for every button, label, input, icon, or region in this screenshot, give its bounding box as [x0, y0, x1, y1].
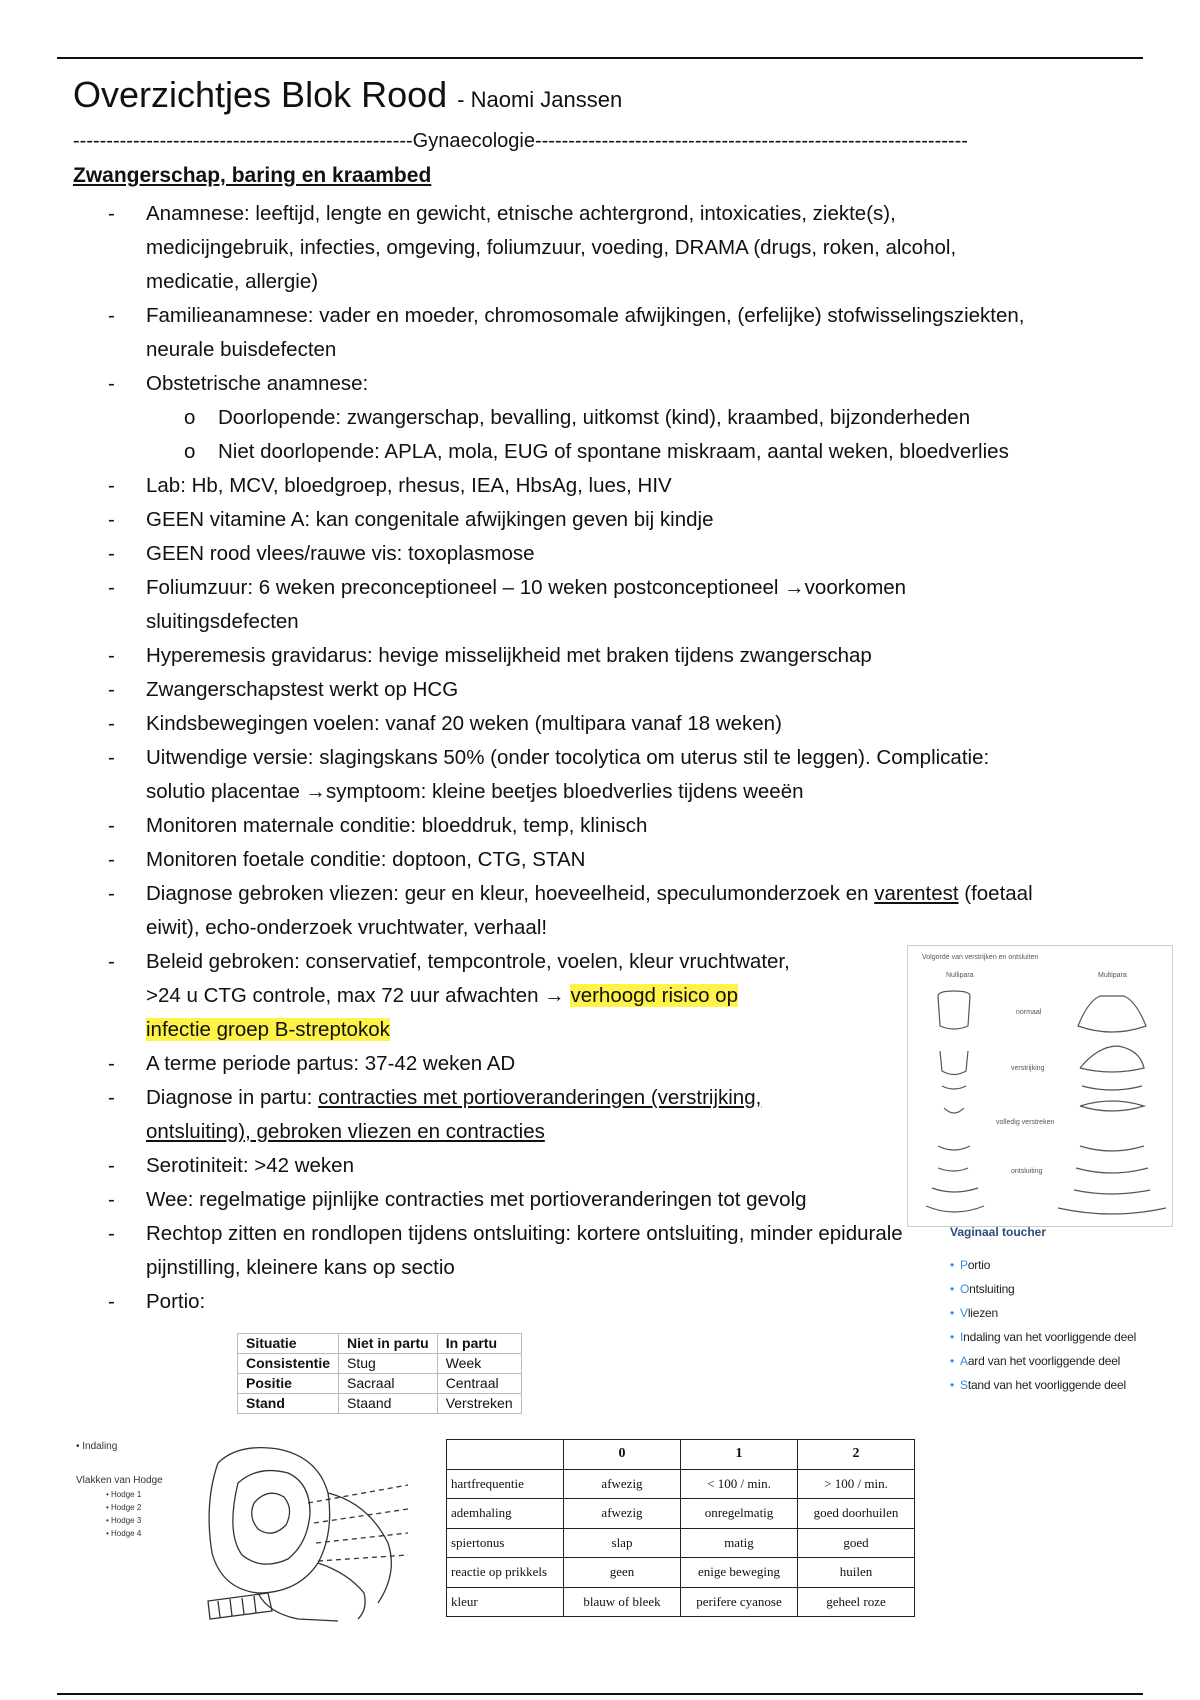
portio-table	[237, 1333, 522, 1414]
list-item: • Stand van het voorliggende deel	[950, 1378, 1126, 1392]
bottom-rule	[57, 1693, 1143, 1695]
top-rule	[57, 57, 1143, 59]
list-item: - Anamnese: leeftijd, lengte en gewicht, etnische achtergrond, intoxicaties, ziekte(s), medicijngebruik, infecties, omgeving, foliumzuur, voeding, DRAMA (drugs, roken, alcohol, medicatie, allergie)	[108, 202, 957, 293]
list-item: - Foliumzuur: 6 weken preconceptioneel – 10 weken postconceptioneel →voorkomen sluitingsdefecten	[108, 576, 907, 633]
list-item: - Obstetrische anamnese:	[108, 372, 369, 395]
author-name: - Naomi Janssen	[457, 87, 623, 112]
list-item: - Serotiniteit: >42 weken	[108, 1154, 354, 1177]
list-item: - A terme periode partus: 37-42 weken AD	[108, 1052, 516, 1075]
sub-list-item: o Niet doorlopende: APLA, mola, EUG of spontane miskraam, aantal weken, bloedverlies	[184, 440, 1009, 463]
list-item: - Hyperemesis gravidarus: hevige misselijkheid met braken tijdens zwangerschap	[108, 644, 872, 667]
list-item: • Ontsluiting	[950, 1282, 1015, 1296]
sub-list-item: o Doorlopende: zwangerschap, bevalling, uitkomst (kind), kraambed, bijzonderheden	[184, 406, 971, 429]
table-row: Stand Staand Verstreken	[238, 1394, 522, 1414]
table-row: 0 1 2	[447, 1440, 915, 1470]
list-item: • Aard van het voorliggende deel	[950, 1354, 1121, 1368]
list-item: - Kindsbewegingen voelen: vanaf 20 weken (multipara vanaf 18 weken)	[108, 712, 782, 735]
list-item: - Monitoren maternale conditie: bloeddruk, temp, klinisch	[108, 814, 648, 837]
list-item: - Diagnose in partu: contracties met portioveranderingen (verstrijking, ontsluiting), gebroken vliezen en contracties	[108, 1086, 762, 1143]
list-item: - Diagnose gebroken vliezen: geur en kleur, hoeveelheid, speculumonderzoek en varentest (foetaal eiwit), echo-onderzoek vruchtwater, verhaal!	[108, 882, 1033, 939]
vaginaal-toucher-box: Vaginaal toucher • Portio • Ontsluiting • Vliezen • Indaling van het voorliggende deel • Aard van het voorliggende deel • Stand van het voorliggende deel	[950, 1225, 1180, 1397]
section-separator: ---------------------------------------------------Gynaecologie-----------------------------------------------------------------	[73, 130, 968, 152]
list-item: - GEEN vitamine A: kan congenitale afwijkingen geven bij kindje	[108, 508, 714, 531]
list-item: - Rechtop zitten en rondlopen tijdens ontsluiting: kortere ontsluiting, minder epidurale pijnstilling, kleinere kans op sectio	[108, 1222, 903, 1279]
list-item: • Vliezen	[950, 1306, 998, 1320]
list-item: • Portio	[950, 1258, 991, 1272]
list-item: - Zwangerschapstest werkt op HCG	[108, 678, 459, 701]
apgar-table	[446, 1439, 915, 1617]
cervix-drawings	[908, 946, 1172, 1226]
highlighted-text: verhoogd risico op infectie groep B-streptokok	[146, 984, 738, 1041]
list-item: - Beleid gebroken: conservatief, tempcontrole, voelen, kleur vruchtwater, >24 u CTG controle, max 72 uur afwachten → verhoogd risico op infectie groep B-streptokok	[108, 950, 790, 1041]
table-row: ademhaling afwezig onregelmatig goed doorhuilen	[447, 1499, 915, 1529]
section-heading: Zwangerschap, baring en kraambed	[73, 164, 432, 187]
hodge-legend: • Indaling Vlakken van Hodge • Hodge 1 • Hodge 2 • Hodge 3 • Hodge 4	[76, 1441, 163, 1538]
list-item: - Portio:	[108, 1290, 206, 1313]
list-item: - Monitoren foetale conditie: doptoon, CTG, STAN	[108, 848, 586, 871]
list-item: - GEEN rood vlees/rauwe vis: toxoplasmose	[108, 542, 535, 565]
table-row: spiertonus slap matig goed	[447, 1528, 915, 1558]
page-title	[73, 74, 622, 116]
list-item: - Familieanamnese: vader en moeder, chromosomale afwijkingen, (erfelijke) stofwisselingsziekten, neurale buisdefecten	[108, 304, 1025, 361]
list-item: - Uitwendige versie: slagingskans 50% (onder tocolytica om uterus stil te leggen). Complicatie: solutio placentae →symptoom: kleine beetjes bloedverlies tijdens weeën	[108, 746, 990, 803]
pelvis-hodge-illustration	[198, 1443, 438, 1625]
list-item: • Indaling van het voorliggende deel	[950, 1330, 1137, 1344]
table-row: reactie op prikkels geen enige beweging huilen	[447, 1558, 915, 1588]
title-text: Overzichtjes Blok Rood	[73, 74, 448, 115]
list-item: - Lab: Hb, MCV, bloedgroep, rhesus, IEA, HbsAg, lues, HIV	[108, 474, 672, 497]
table-row: Consistentie Stug Week	[238, 1354, 522, 1374]
list-item: - Wee: regelmatige pijnlijke contracties met portioveranderingen tot gevolg	[108, 1188, 807, 1211]
cervix-dilation-figure: Volgorde van verstrijken en ontsluiten Nullipara Multipara normaal verstrijking volledig verstreken ontsluiting	[907, 945, 1173, 1227]
table-row: kleur blauw of bleek perifere cyanose geheel roze	[447, 1587, 915, 1617]
table-row: Situatie Niet in partu In partu	[238, 1334, 522, 1354]
table-row: Positie Sacraal Centraal	[238, 1374, 522, 1394]
table-row: hartfrequentie afwezig < 100 / min. > 100 / min.	[447, 1469, 915, 1499]
